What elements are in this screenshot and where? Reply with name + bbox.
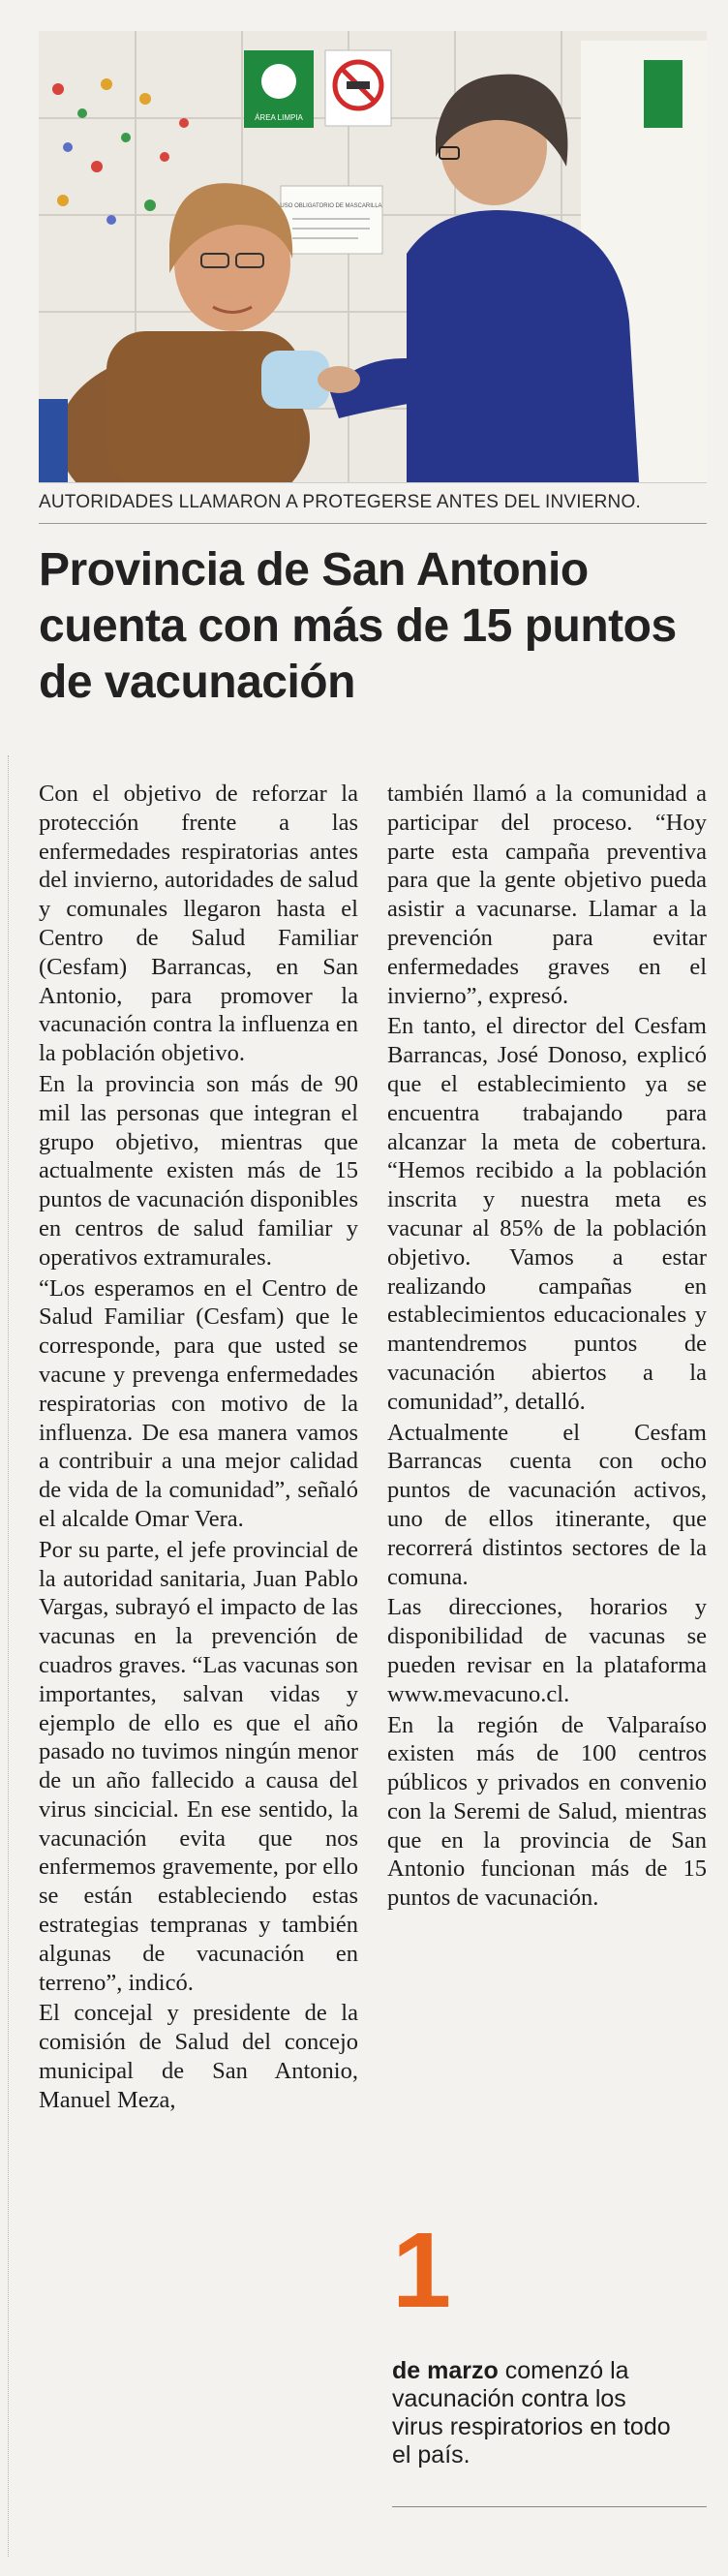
paragraph: En la provincia son más de 90 mil las personas que integran el grupo objetivo, mientras que actualmente existen más de 15 puntos de vacunación disponibles en centros de salud familiar y operativos extramurales. (39, 1070, 359, 1271)
paragraph: Con el objetivo de reforzar la protección frente a las enfermedades respiratorias antes del invierno, autoridades de salud y comunales llegaron hasta el Centro de Salud Familiar (Cesfam) Barrancas, en San Antonio, para promover la vacunación contra la influenza en la población objetivo. (39, 781, 358, 1067)
paragraph: también llamó a la comunidad a participar del proceso. “Hoy parte esta campaña preventiva para que la gente objetivo pueda asistir a vacunarse. Llamar a la prevención para evitar enfermedades graves en el invierno”, expresó. (387, 781, 707, 1009)
caption-divider (39, 523, 707, 524)
stat-number: 1 (392, 2211, 452, 2330)
adjacent-page-edge (0, 755, 9, 2557)
paragraph: El concejal y presidente de la comisión de Salud del concejo municipal de San Antonio, Manuel Meza, (39, 2000, 358, 2113)
photo-caption: AUTORIDADES LLAMARON A PROTEGERSE ANTES DEL INVIERNO. (39, 492, 641, 512)
paragraph: “Los esperamos en el Centro de Salud Familiar (Cesfam) que le corresponde, para que usted se vacune y prevenga enfermedades respiratorias con motivo de la influenza. De esa manera vamos a contribuir a una mejor calidad de vida de la comunidad”, señaló el alcalde Omar Vera. (39, 1274, 358, 1532)
paragraph: Las direcciones, horarios y disponibilidad de vacunas se pueden revisar en la plataforma www.mevacuno.cl. (387, 1594, 707, 1707)
headline: Provincia de San Antonio cuenta con más de 15 puntos de vacunación (39, 544, 677, 708)
paragraph: Por su parte, el jefe provincial de la autoridad sanitaria, Juan Pablo Vargas, subrayó el impacto de las vacunas en la prevención de cuadros graves. “Las vacunas son importantes, salvan vidas y ejemplo de ello es que el año pasado no tuvimos ningún menor de un año fallecido a causa del virus sincicial. En ese sentido, la vacunación evita que nos enfermemos gravemente, por ello se están estableciendo estas estrategias tempranas y también algunas de vacunación en terreno”, indicó. (39, 1536, 358, 1996)
article-column-1 (39, 780, 358, 2115)
article-photo (39, 31, 707, 483)
stat-description (392, 2357, 682, 2469)
paper-notice-text: USO OBLIGATORIO DE MASCARILLA (280, 203, 382, 209)
article-column-2 (387, 780, 707, 1913)
green-sign-text: ÁREA LIMPIA (255, 113, 303, 122)
paragraph: En la región de Valparaíso existen más de 100 centros públicos y privados en convenio con la Seremi de Salud, mientras que en la provincia de San Antonio funcionan más de 15 puntos de vacunación. (387, 1711, 707, 1912)
paragraph: En tanto, el director del Cesfam Barrancas, José Donoso, explicó que el establecimiento ya se encuentra trabajando para alcanzar la meta de cobertura. “Hemos recibido a la población inscrita y nuestra meta es vacunar al 85% de la población objetivo. Vamos a estar realizando campañas en establecimientos educacionales y mantendremos puntos de vacunación abiertos a la comunidad”, detalló. (387, 1013, 707, 1415)
stat-divider (392, 2506, 707, 2507)
stat-text: comenzó la vacunación contra los virus respiratorios en todo el país. (392, 2357, 671, 2469)
paragraph: Actualmente el Cesfam Barrancas cuenta con ocho puntos de vacunación activos, uno de ellos itinerante, que recorrerá distintos sectores de la comuna. (387, 1419, 707, 1590)
stat-bold-text: de marzo (392, 2357, 499, 2384)
